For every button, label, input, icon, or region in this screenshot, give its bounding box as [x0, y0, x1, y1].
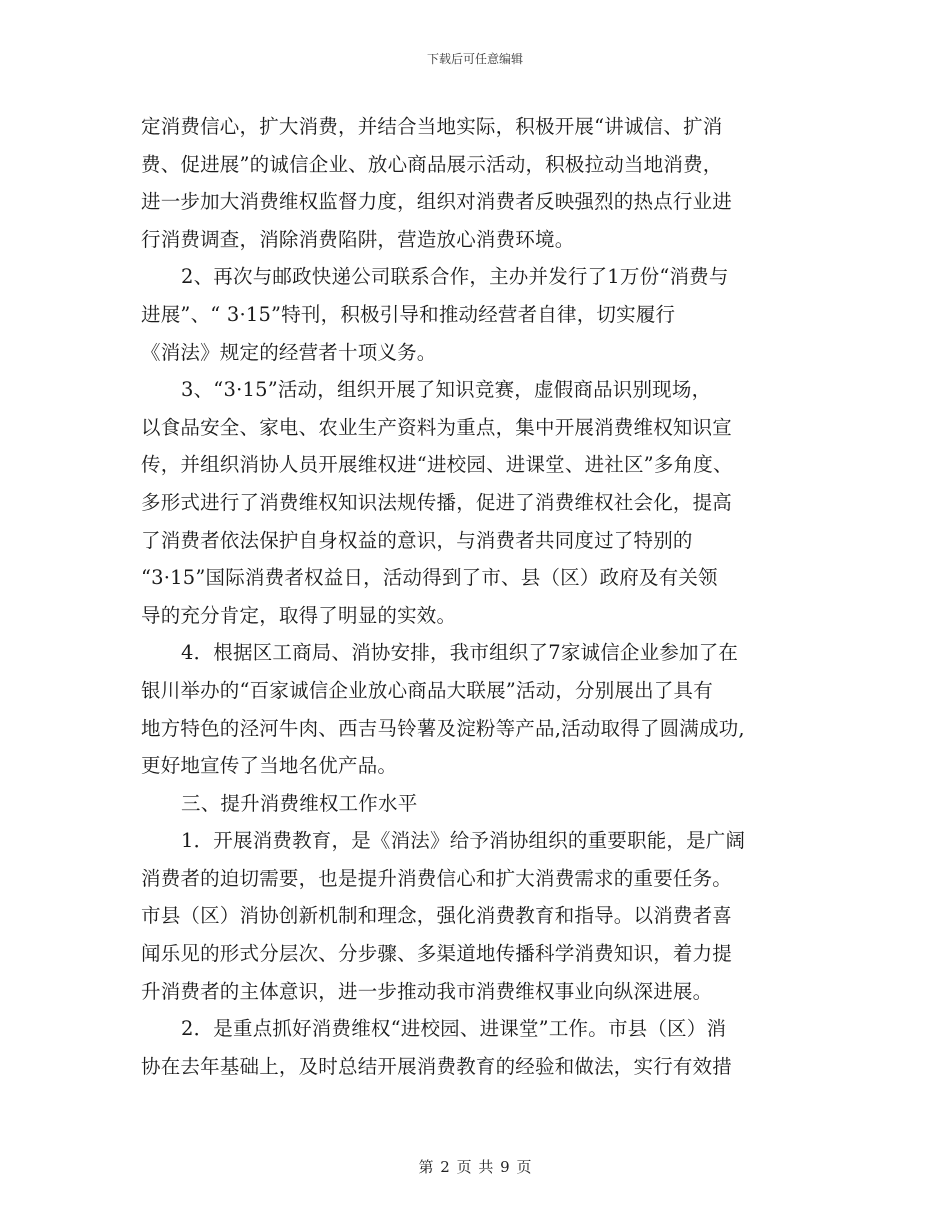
page-number: 第 2 页 共 9 页: [418, 1158, 532, 1176]
text-line: 了消费者依法保护自身权益的意识，与消费者共同度过了特别的: [141, 528, 693, 552]
text-line: 更好地宣传了当地名优产品。: [141, 754, 398, 778]
text-line: 导的充分肯定，取得了明显的实效。: [141, 603, 457, 627]
text-line: 以食品安全、家电、农业生产资料为重点，集中开展消费维权知识宣: [141, 415, 733, 439]
text-line: 银川举办的“百家诚信企业放心商品大联展”活动，分别展出了具有: [141, 678, 713, 702]
text-line: 2．是重点抓好消费维权“进校园、进课堂”工作。市县（区）消: [181, 1017, 727, 1041]
text-line: 进一步加大消费维权监督力度，组织对消费者反映强烈的热点行业进: [141, 190, 733, 214]
text-line: 《消法》规定的经营者十项义务。: [141, 340, 437, 364]
text-line: 传，并组织消协人员开展维权进“进校园、进课堂、进社区”多角度、: [141, 453, 733, 477]
text-line: 1．开展消费教育，是《消法》给予消协组织的重要职能，是广阔: [181, 829, 746, 853]
text-line: 费、促进展”的诚信企业、放心商品展示活动，积极拉动当地消费，: [141, 152, 723, 176]
text-line: 定消费信心，扩大消费，并结合当地实际，积极开展“讲诚信、扩消: [141, 115, 723, 138]
text-line: 多形式进行了消费维权知识法规传播，促进了消费维权社会化，提高: [141, 490, 733, 514]
text-line: 市县（区）消协创新机制和理念，强化消费教育和指导。以消费者喜: [141, 904, 733, 928]
page-header: 下载后可任意编辑: [426, 52, 523, 66]
text-line: 进展”、“ 3·15”特刊，积极引导和推动经营者自律，切实履行: [141, 302, 676, 326]
text-line: 闻乐见的形式分层次、分步骤、多渠道地传播科学消费知识，着力提: [141, 942, 733, 966]
text-line: 协在去年基础上，及时总结开展消费教育的经验和做法，实行有效措: [141, 1054, 733, 1078]
text-line: “3·15”国际消费者权益日，活动得到了市、县（区）政府及有关领: [141, 566, 718, 590]
document-body: [141, 108, 809, 1085]
text-line: 升消费者的主体意识，进一步推动我市消费维权事业向纵深进展。: [141, 979, 713, 1003]
text-line: 3、“3·15”活动，组织开展了知识竞赛，虚假商品识别现场，: [181, 378, 712, 402]
text-line: 三、提升消费维权工作水平: [181, 791, 418, 815]
text-line: 地方特色的泾河牛肉、西吉马铃薯及淀粉等产品,活动取得了圆满成功,: [141, 716, 745, 740]
text-line: 消费者的迫切需要，也是提升消费信心和扩大消费需求的重要任务。: [141, 866, 733, 890]
text-line: 行消费调查，消除消费陷阱，营造放心消费环境。: [141, 227, 575, 251]
text-line: 2、再次与邮政快递公司联系合作，主办并发行了1万份“消费与: [181, 265, 729, 289]
text-line: 4．根据区工商局、消协安排，我市组织了7家诚信企业参加了在: [181, 641, 739, 665]
